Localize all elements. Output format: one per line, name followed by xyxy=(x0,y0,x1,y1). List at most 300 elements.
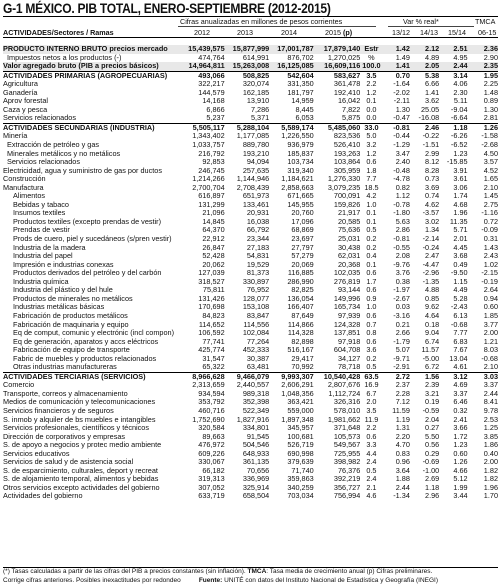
row-cell: 0.2 xyxy=(366,235,377,244)
row-cell: 633,719 xyxy=(198,492,225,501)
row-cell: 9,993,307 xyxy=(269,372,314,381)
row-cell: 1.86 xyxy=(483,441,498,450)
row-cell: 92,853 xyxy=(202,158,225,167)
header-var-1514: 15/14 xyxy=(448,28,466,37)
row-cell: 336,969 xyxy=(242,475,270,484)
row-cell: -0.19 xyxy=(481,277,498,286)
row-cell: 4.50 xyxy=(483,149,498,158)
table-row xyxy=(3,97,498,106)
row-cell: 145,955 xyxy=(287,200,314,209)
table-row xyxy=(3,363,498,372)
row-cell: 1.23 xyxy=(453,441,468,450)
row-cell: 82,825 xyxy=(291,286,314,295)
row-cell: 671,665 xyxy=(287,192,314,201)
row-cell: 340,259 xyxy=(287,483,314,492)
row-cell: 16,609,116 xyxy=(314,62,361,71)
row-label: ACTIVIDADES TERCIARIAS (SERVICIOS) xyxy=(3,372,179,381)
row-cell: 2,440,557 xyxy=(236,381,270,390)
row-cell: 325,914 xyxy=(242,483,270,492)
row-cell: -0.09 xyxy=(481,226,498,235)
table-row xyxy=(3,303,498,312)
row-cell: 307,052 xyxy=(198,483,225,492)
row-cell: 77,264 xyxy=(246,337,270,346)
row-label: ACTIVIDADES PRIMARIAS (AGROPECUARIAS) xyxy=(3,71,179,80)
row-cell: 5,505,117 xyxy=(179,123,225,132)
row-label: Fabric de muebles y productos relacionados xyxy=(13,354,157,363)
row-cell: 246,745 xyxy=(198,166,225,175)
table-row xyxy=(3,441,498,450)
row-cell: 0.21 xyxy=(395,320,410,329)
row-cell: 756,994 xyxy=(333,492,361,501)
row-cell: 9,466,079 xyxy=(225,372,270,381)
table-row xyxy=(3,372,498,381)
row-cell: 4.69 xyxy=(453,381,468,390)
row-cell: 0.40 xyxy=(483,449,498,458)
row-label: Comercio xyxy=(3,381,35,390)
row-cell: 14,845 xyxy=(202,217,225,226)
row-cell: 1,897,348 xyxy=(281,415,314,424)
row-cell: 460,716 xyxy=(198,406,225,415)
row-cell: 2.46 xyxy=(410,123,439,132)
table-row xyxy=(3,80,498,89)
row-cell: 2.12 xyxy=(410,45,439,54)
row-cell: 6.83 xyxy=(453,337,468,346)
row-cell: -4.78 xyxy=(393,175,410,184)
header-year-2014: 2014 xyxy=(281,28,297,37)
row-cell: 2.10 xyxy=(483,363,498,372)
row-cell: 356,727 xyxy=(333,483,361,492)
row-cell: 7.77 xyxy=(453,329,468,338)
row-cell: 20,368 xyxy=(337,260,361,269)
row-label: Prendas de vestir xyxy=(13,226,70,235)
table-row xyxy=(3,192,498,201)
row-cell: 1.88 xyxy=(395,475,410,484)
row-cell: -0.44 xyxy=(393,132,410,141)
row-cell: 3.61 xyxy=(453,175,468,184)
row-cell: 2,708,439 xyxy=(236,183,270,192)
row-cell: -6.26 xyxy=(450,132,468,141)
table-row xyxy=(3,450,498,459)
row-cell: 361,135 xyxy=(242,458,270,467)
row-cell: 2.36 xyxy=(468,45,498,54)
row-cell: -3.16 xyxy=(393,311,410,320)
row-cell: 3.85 xyxy=(483,432,498,441)
row-cell: -2.96 xyxy=(422,269,440,278)
row-cell: 26,847 xyxy=(202,243,225,252)
row-cell: 4.95 xyxy=(453,53,468,62)
row-cell: 4.06 xyxy=(453,80,468,89)
row-cell: 17,001,787 xyxy=(269,45,314,54)
row-cell: 114,328 xyxy=(287,329,314,338)
row-cell: 331,350 xyxy=(287,80,314,89)
row-cell: 398,982 xyxy=(333,458,361,467)
row-label: Minería xyxy=(3,132,28,141)
row-cell: 3.6 xyxy=(366,346,377,355)
row-cell: 1.41 xyxy=(425,88,440,97)
row-cell: 3.76 xyxy=(395,269,410,278)
table-row xyxy=(3,269,498,278)
table-row xyxy=(3,338,498,347)
row-cell: 0.27 xyxy=(425,424,440,433)
row-cell: 508,825 xyxy=(225,71,270,80)
row-cell: 216,792 xyxy=(198,149,225,158)
row-label: S. inmob y alquiler de bs muebles e intangibles xyxy=(3,415,156,424)
row-cell: 474,764 xyxy=(198,53,225,62)
row-cell: 1.23 xyxy=(453,149,468,158)
row-cell: 658,504 xyxy=(242,492,270,501)
row-cell: 4.68 xyxy=(453,200,468,209)
row-cell: 4.6 xyxy=(366,492,377,501)
row-cell: 170,698 xyxy=(198,303,225,312)
row-cell: 0.03 xyxy=(395,303,410,312)
row-cell: -2.15 xyxy=(481,269,498,278)
row-cell: 70,992 xyxy=(291,363,314,372)
table-row xyxy=(3,209,498,218)
row-cell: 2.66 xyxy=(395,329,410,338)
row-cell: 361,478 xyxy=(333,80,361,89)
row-cell: 5.28 xyxy=(453,294,468,303)
row-cell: 3.57 xyxy=(483,158,498,167)
row-cell: 2.90 xyxy=(483,53,498,62)
row-cell: 1,343,402 xyxy=(192,132,225,141)
row-cell: 63.5 xyxy=(360,372,382,381)
table-row xyxy=(3,261,498,270)
row-cell: 103,734 xyxy=(287,158,314,167)
row-cell: -0.59 xyxy=(422,406,440,415)
row-cell: 1,112,724 xyxy=(328,389,361,398)
row-cell: 1.26 xyxy=(453,458,468,467)
row-cell: 0.74 xyxy=(425,192,440,201)
table-row xyxy=(3,150,498,159)
row-cell: 334,801 xyxy=(242,424,270,433)
row-cell: 13.04 xyxy=(449,354,468,363)
row-cell: 425,774 xyxy=(198,346,225,355)
row-cell: 1.48 xyxy=(483,88,498,97)
row-cell: 3.06 xyxy=(453,183,468,192)
row-cell: 162,185 xyxy=(242,88,270,97)
row-cell: 934,594 xyxy=(198,389,225,398)
row-label: Fabricación de equipo de transporte xyxy=(13,346,130,355)
row-cell: 3.2 xyxy=(366,141,377,150)
row-cell: 128,077 xyxy=(242,294,270,303)
table-row xyxy=(3,458,498,467)
table-row xyxy=(3,141,498,150)
row-cell: 2.81 xyxy=(483,114,498,123)
row-cell: -16.08 xyxy=(418,114,440,123)
row-cell: -1.64 xyxy=(393,80,410,89)
row-cell: 2.00 xyxy=(483,458,498,467)
row-cell: 0.1 xyxy=(366,260,377,269)
row-cell: 20,760 xyxy=(291,209,314,218)
row-label: Prods de cuero, piel y sucedáneos (s/pren vestir) xyxy=(13,235,172,244)
row-cell: 25,031 xyxy=(337,235,361,244)
row-cell: 102,084 xyxy=(242,329,270,338)
row-cell: -9.50 xyxy=(450,269,468,278)
table-row xyxy=(3,123,498,132)
row-cell: 3.69 xyxy=(425,183,440,192)
row-cell: 14,959 xyxy=(291,97,314,106)
row-cell: 97,939 xyxy=(337,311,361,320)
row-cell: 102,035 xyxy=(333,269,361,278)
row-cell: -5.00 xyxy=(422,354,440,363)
row-cell: 83,847 xyxy=(246,311,270,320)
row-cell: 0.70 xyxy=(383,71,410,80)
row-cell: 9.04 xyxy=(425,329,440,338)
row-cell: 7,822 xyxy=(342,105,361,114)
row-cell: 0.6 xyxy=(366,311,377,320)
row-cell: 3.91 xyxy=(453,166,468,175)
row-cell: 91,545 xyxy=(246,432,270,441)
row-cell: 84,823 xyxy=(202,311,225,320)
row-cell: 1,184,621 xyxy=(281,175,314,184)
row-cell: 1.0 xyxy=(366,200,377,209)
table-row xyxy=(3,355,498,364)
row-cell: -0.47 xyxy=(393,114,410,123)
table-row xyxy=(3,244,498,253)
row-cell: 578,010 xyxy=(333,406,361,415)
row-label: Insumos textiles xyxy=(13,209,66,218)
report-title xyxy=(3,0,331,15)
row-cell: 700,091 xyxy=(333,192,361,201)
row-cell: 30,387 xyxy=(246,354,270,363)
row-cell: 0.38 xyxy=(395,277,410,286)
row-cell: 320,074 xyxy=(242,80,270,89)
row-cell: 81,373 xyxy=(246,269,270,278)
report-code: G-1 xyxy=(3,0,23,16)
row-cell: 1.45 xyxy=(483,192,498,201)
row-cell: 0.9 xyxy=(366,294,377,303)
row-cell: 193,210 xyxy=(242,149,270,158)
table-row xyxy=(3,321,498,330)
row-cell: 1.41 xyxy=(383,62,410,71)
row-cell: 6.74 xyxy=(425,337,440,346)
row-label: ACTIVIDADES SECUNDARIAS (INDUSTRIA) xyxy=(3,123,179,132)
row-label: Servicios relacionados xyxy=(3,114,77,123)
row-label: S. de apoyo a negocios y protec medio ambiente xyxy=(3,441,162,450)
row-cell: 3.5 xyxy=(366,406,377,415)
row-cell: 1.7 xyxy=(366,277,377,286)
row-cell: 70,656 xyxy=(246,466,270,475)
row-label: Medios de comunicación y telecomunicaciones xyxy=(3,398,156,407)
row-cell: 0.0 xyxy=(366,105,377,114)
table-row xyxy=(3,218,498,227)
row-cell: 8,966,628 xyxy=(179,372,225,381)
row-cell: 0.96 xyxy=(395,458,410,467)
row-label: Dirección de corporativos y empresas xyxy=(3,432,126,441)
header-subrule-var xyxy=(388,26,474,27)
row-cell: 114,866 xyxy=(287,320,314,329)
row-cell: 136,054 xyxy=(287,294,314,303)
row-cell: 34,127 xyxy=(337,354,361,363)
row-label: Servicios educativos xyxy=(3,449,70,458)
row-cell: 690,998 xyxy=(287,449,314,458)
row-cell: 392,219 xyxy=(333,475,361,484)
row-cell: 11.9 xyxy=(364,415,379,424)
row-cell: 583,627 xyxy=(314,71,361,80)
row-cell: 4.64 xyxy=(425,311,440,320)
row-cell: 66,182 xyxy=(202,466,225,475)
row-cell: 2.08 xyxy=(395,252,410,261)
table-row xyxy=(3,175,498,184)
row-cell: 6.66 xyxy=(425,80,440,89)
row-cell: 17,096 xyxy=(291,217,314,226)
table-row xyxy=(3,45,498,54)
header-group-tmca: TMCA xyxy=(475,17,496,26)
row-cell: 989,318 xyxy=(242,389,270,398)
row-cell: 66,792 xyxy=(246,226,270,235)
row-label: Alimentos xyxy=(13,192,46,201)
row-cell: 2.4 xyxy=(366,475,377,484)
row-cell: 5.07 xyxy=(395,346,410,355)
row-cell: 16,125,085 xyxy=(269,62,314,71)
row-cell: 5.63 xyxy=(395,217,410,226)
row-label: Productos de minerales no metálicos xyxy=(13,294,133,303)
row-cell: 3.64 xyxy=(395,466,410,475)
row-cell: -0.78 xyxy=(393,200,410,209)
header-year-2015: 2015 (p) xyxy=(325,28,353,37)
row-cell: 8.12 xyxy=(425,158,440,167)
row-cell: 305,959 xyxy=(333,166,361,175)
header-year-2012: 2012 xyxy=(194,28,210,37)
row-cell: 1.30 xyxy=(395,105,410,114)
row-cell: -1.80 xyxy=(393,209,410,218)
row-cell: 320,584 xyxy=(198,424,225,433)
row-cell: 185,837 xyxy=(287,149,314,158)
row-cell: -4.47 xyxy=(422,260,440,269)
row-cell: 2,858,663 xyxy=(281,183,314,192)
row-cell: 23,344 xyxy=(246,235,270,244)
row-cell: 6,053 xyxy=(295,114,314,123)
row-cell: 1,752,690 xyxy=(192,415,225,424)
table-row xyxy=(3,235,498,244)
row-cell: 2.37 xyxy=(395,381,410,390)
row-cell: 0.6 xyxy=(366,286,377,295)
row-cell: 0.18 xyxy=(425,320,440,329)
row-cell: 2.86 xyxy=(395,226,410,235)
row-cell: 5,371 xyxy=(250,114,270,123)
row-cell: 0.31 xyxy=(483,235,498,244)
row-cell: 889,780 xyxy=(242,141,270,150)
row-cell: 0.2 xyxy=(366,243,377,252)
row-cell: 78,718 xyxy=(337,363,361,372)
row-cell: -0.48 xyxy=(393,166,410,175)
row-cell: 359,863 xyxy=(287,475,314,484)
row-cell: 1.49 xyxy=(395,53,410,62)
table-row xyxy=(3,278,498,287)
row-cell: 2,313,659 xyxy=(192,381,225,390)
row-cell: 4.66 xyxy=(453,466,468,475)
row-cell: 8.03 xyxy=(483,346,498,355)
row-cell: 11.59 xyxy=(392,406,410,415)
row-cell: 876,702 xyxy=(287,53,314,62)
row-cell: 153,108 xyxy=(242,303,270,312)
row-cell: 526,719 xyxy=(287,441,314,450)
row-cell: 257,635 xyxy=(242,166,270,175)
row-cell: -15.85 xyxy=(446,158,468,167)
row-cell: 6.72 xyxy=(425,363,440,372)
row-label: Extracción de petróleo y gas xyxy=(7,141,100,150)
row-label: Fabricación de maquinaria y equipo xyxy=(13,320,129,329)
row-label: Caza y pesca xyxy=(3,105,48,114)
row-cell: 2,606,291 xyxy=(281,381,314,390)
row-cell: % xyxy=(368,53,375,62)
row-cell: 559,000 xyxy=(287,406,314,415)
table-row xyxy=(3,158,498,167)
row-cell: 2.44 xyxy=(395,483,410,492)
row-cell: Estr xyxy=(360,45,382,54)
row-cell: 0.1 xyxy=(366,97,377,106)
row-cell: -6.52 xyxy=(450,141,468,150)
row-cell: 0.85 xyxy=(425,294,440,303)
row-cell: -1.16 xyxy=(481,209,498,218)
table-row xyxy=(3,329,498,338)
row-cell: 1,827,916 xyxy=(236,415,270,424)
row-cell: 19,529 xyxy=(246,260,270,269)
row-cell: 0.73 xyxy=(425,175,440,184)
row-cell: 1.42 xyxy=(383,45,410,54)
row-cell: 193,263 xyxy=(333,149,361,158)
row-cell: 25.05 xyxy=(420,105,440,114)
row-cell: 3,079,235 xyxy=(327,183,361,192)
row-cell: 2.47 xyxy=(425,252,440,261)
row-cell: 0.49 xyxy=(453,260,468,269)
row-cell: 20,931 xyxy=(246,209,270,218)
row-cell: 0.5 xyxy=(366,466,377,475)
row-cell: 326,316 xyxy=(333,398,361,407)
row-cell: 7.12 xyxy=(395,398,410,407)
row-cell: 97,918 xyxy=(337,337,361,346)
table-row xyxy=(3,132,498,141)
row-cell: 1.96 xyxy=(453,209,468,218)
row-cell: 76,376 xyxy=(337,466,361,475)
row-cell: 322,217 xyxy=(198,80,225,89)
row-label: Aprov forestal xyxy=(3,97,49,106)
row-cell: 3.3 xyxy=(366,441,377,450)
row-cell: 1,276,330 xyxy=(327,175,361,184)
row-cell: 4.2 xyxy=(366,192,377,201)
table-row xyxy=(3,114,498,123)
row-cell: 3.62 xyxy=(425,97,440,106)
row-cell: 114,652 xyxy=(198,320,225,329)
row-cell: -1.00 xyxy=(422,466,440,475)
row-cell: 1.2 xyxy=(366,88,377,97)
row-cell: 6.46 xyxy=(453,398,468,407)
row-cell: 1.95 xyxy=(468,71,498,80)
row-cell: 0.4 xyxy=(366,252,377,261)
row-cell: 31,547 xyxy=(202,354,225,363)
row-cell: 2.10 xyxy=(483,183,498,192)
row-cell: 75,811 xyxy=(202,286,225,295)
row-cell: 149,996 xyxy=(333,294,361,303)
row-cell: 6.13 xyxy=(453,311,468,320)
report-title-text: MÉXICO. PIB TOTAL, ENERO-SEPTIEMBRE (2012-2015) xyxy=(25,0,331,16)
row-cell: 1.74 xyxy=(453,192,468,201)
row-cell: 5.11 xyxy=(453,97,468,106)
row-cell: 20,069 xyxy=(291,260,314,269)
row-cell: 725,955 xyxy=(333,449,361,458)
row-cell: 2.35 xyxy=(468,62,498,71)
row-cell: 5.12 xyxy=(453,475,468,484)
row-cell: -3.57 xyxy=(422,209,440,218)
row-label: Fabricación de productos metálicos xyxy=(13,311,128,320)
row-cell: 371,648 xyxy=(333,424,361,433)
header-tmca-period: 06-15 xyxy=(478,28,497,37)
row-cell: 330,897 xyxy=(242,277,270,286)
row-cell: 16,042 xyxy=(337,97,361,106)
row-cell: 5,589,174 xyxy=(269,123,314,132)
row-label: Productos textiles (excepto prendas de vestir) xyxy=(13,217,162,226)
table-row xyxy=(3,201,498,210)
